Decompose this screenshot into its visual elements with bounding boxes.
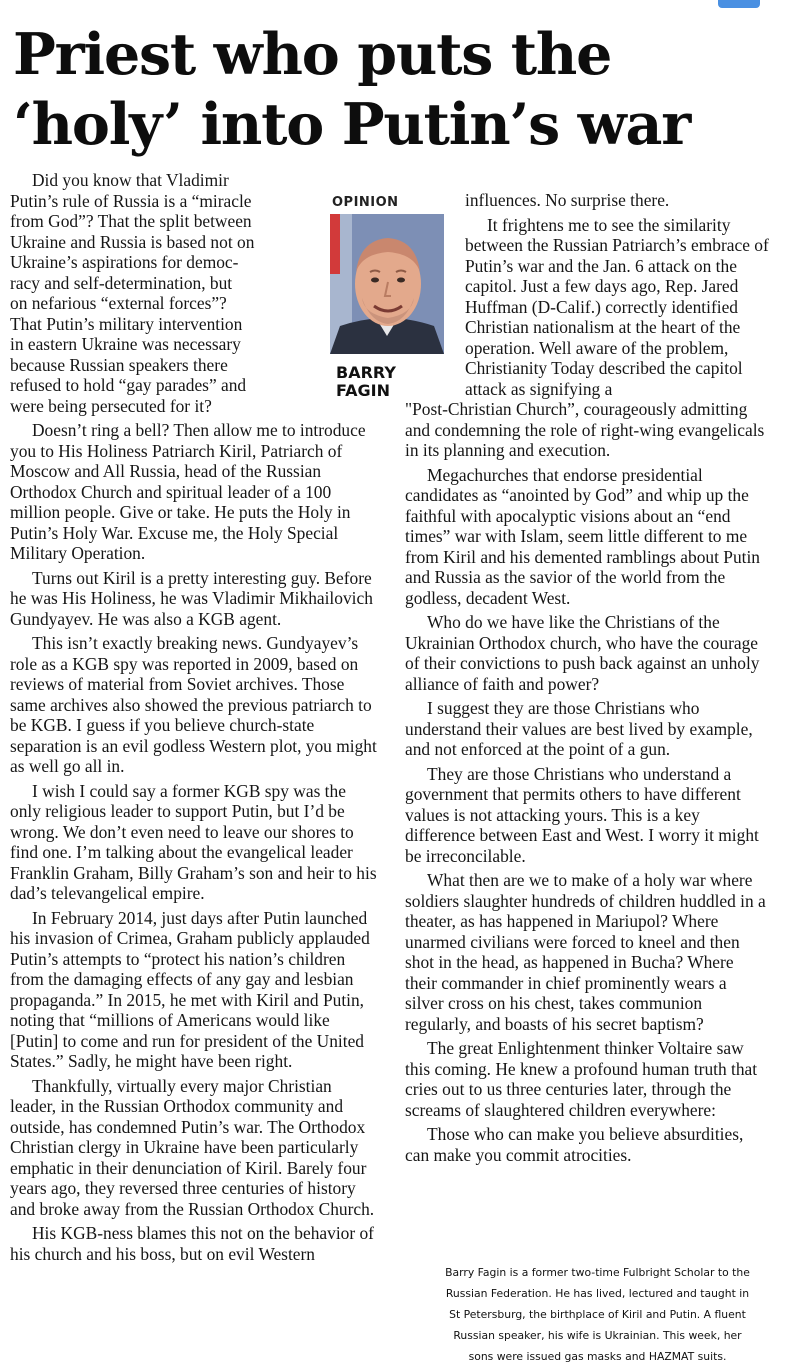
lead-paragraph <box>10 170 378 416</box>
lead-line: That Putin’s military intervention <box>10 313 243 334</box>
article-paragraph: Who do we have like the Christians of the Ukrainian Orthodox church, who have the courage of their convictions to push back against an unholy alliance of faith and power? <box>405 612 760 694</box>
article-paragraph: His KGB-ness blames this not on the behavior of his church and his boss, but on evil Western <box>10 1223 374 1264</box>
author-bio <box>405 1262 790 1367</box>
paragraph-continuation: "Post-Christian Church”, courageously admitting and condemning the role of right-wing evangelicals in its planning and execution. <box>405 399 765 460</box>
lead-line: refused to hold “gay parades” and <box>10 375 247 395</box>
article-paragraph: Turns out Kiril is a pretty interesting guy. Before he was His Holiness, he was Vladimir Mikhailovich Gundyayev. He was also a KGB agent. <box>10 567 373 629</box>
paragraph-top: It frightens me to see the similarity between the Russian Patriarch’s embrace of Putin’s war and the Jan. 6 attack on the capitol. Just a few days ago, Rep. Jared Huffman (D-Calif.) correctly identified Christian nationalism at the heart of the operation. Well aware of the problem, Christianity Today described the capitol attack as signifying a <box>465 214 769 399</box>
lead-line: racy and self-determination, but <box>10 272 233 293</box>
bio-line: Russian Federation. He has lived, lectured and taught in <box>445 1287 750 1300</box>
article-paragraph <box>405 215 769 400</box>
lead-line: in eastern Ukraine was necessary <box>10 334 241 354</box>
bio-line: Barry Fagin is a former two-time Fulbright Scholar to the <box>445 1266 750 1279</box>
article-column-2 <box>405 190 769 1169</box>
lead-line: Did you know that Vladimir <box>32 170 229 190</box>
article-paragraph: In February 2014, just days after Putin launched his invasion of Crimea, Graham publicly applauded Putin’s attempts to “protect his nation’s children from the damaging effects of any gay and lesbian propaganda.” In 2015, he met with Kiril and Putin, noting that “millions of Americans would like [Putin] to come and run for president of the United States.” Sadly, he might have been right. <box>10 907 370 1071</box>
article-paragraph: This isn’t exactly breaking news. Gundyayev’s role as a KGB spy was reported in 2009, based on reviews of material from Soviet archives. Those same archives also showed the previous patriarch to be KGB. I guess if you believe church-state separation is an evil godless Western plot, you might as well go all in. <box>10 633 377 776</box>
headline-line-1: Priest who puts the <box>13 21 612 88</box>
bio-line: Russian speaker, his wife is Ukrainian. This week, her <box>453 1329 742 1342</box>
lead-line: were being persecuted for it? <box>10 395 212 416</box>
article-paragraph: They are those Christians who understand a government that permits others to have different values is not attacking yours. This is a key difference between East and West. I worry it might be irreconcilable. <box>405 763 759 866</box>
lead-line: Putin’s rule of Russia is a “miracle <box>10 190 252 211</box>
lead-line: Ukraine and Russia is based not on <box>10 231 255 252</box>
article-paragraph: I suggest they are those Christians who understand their values are best lived by example, and not enforced at the point of a gun. <box>405 698 753 759</box>
article-paragraph: Doesn’t ring a bell? Then allow me to introduce you to His Holiness Patriarch Kiril, Patriarch of Moscow and All Russia, head of the Russian Orthodox Church and spiritual leader of a 100 million people. Give or take. He puts the Holy in Putin’s Holy War. Excuse me, the Holy Special Military Operation. <box>10 420 366 563</box>
lead-line: on nefarious “external forces”? <box>10 293 227 313</box>
bio-line: sons were issued gas masks and HAZMAT suits. <box>468 1350 727 1363</box>
article-paragraph: I wish I could say a former KGB spy was the only religious leader to support Putin, but I’d be wrong. We don’t even need to leave our shores to find one. I’m talking about the evangelical leader Franklin Graham, Billy Graham’s son and heir to his dad’s televangelical empire. <box>10 780 377 903</box>
section-label: OPINION <box>332 195 399 210</box>
corner-tab-indicator <box>718 0 760 8</box>
headline-line-2: ‘holy’ into Putin’s war <box>13 91 691 158</box>
author-first-name: BARRY <box>336 363 396 382</box>
bio-line: St Petersburg, the birthplace of Kiril and Putin. A fluent <box>449 1308 746 1321</box>
article-column-1 <box>10 170 378 1268</box>
author-last-name: FAGIN <box>336 381 390 400</box>
article-paragraph: What then are we to make of a holy war where soldiers slaughter hundreds of children huddled in a theater, as has happened in Mariupol? Where unarmed civilians were forced to kneel and then shot in the head, as happened in Bucha? Where their commander in chief prominently wears a silver cross on his chest, takes communion regularly, and boasts of his secret baptism? <box>405 870 766 1034</box>
article-paragraph: Megachurches that endorse presidential candidates as “anointed by God” and whip up the faithful with apocalyptic visions about an “end times” war with Islam, seem little different to me from Kiril and his demented ramblings about Putin and Russia as the savior of the world from the godless, decadent West. <box>405 464 761 608</box>
lead-line: because Russian speakers there <box>10 354 228 375</box>
article-paragraph: The great Enlightenment thinker Voltaire saw this coming. He knew a profound human truth that cries out to us three centuries later, through the screams of slaughtered children everywhere: <box>405 1038 758 1120</box>
headline <box>13 20 793 160</box>
lead-line: Ukraine’s aspirations for democ- <box>10 252 239 272</box>
lead-line: from God”? That the split between <box>10 211 252 231</box>
article-paragraph: Thankfully, virtually every major Christian leader, in the Russian Orthodox community and outside, has condemned Putin’s war. The Orthodox Christian clergy in Ukraine have been particularly emphatic in their denunciation of Kiril. Barely four years ago, they reversed three centuries of history and broke away from the Russian Orthodox Church. <box>10 1075 375 1219</box>
article-paragraph: Those who can make you believe absurdities, can make you commit atrocities. <box>405 1124 744 1165</box>
continuation-line: influences. No surprise there. <box>465 190 670 210</box>
